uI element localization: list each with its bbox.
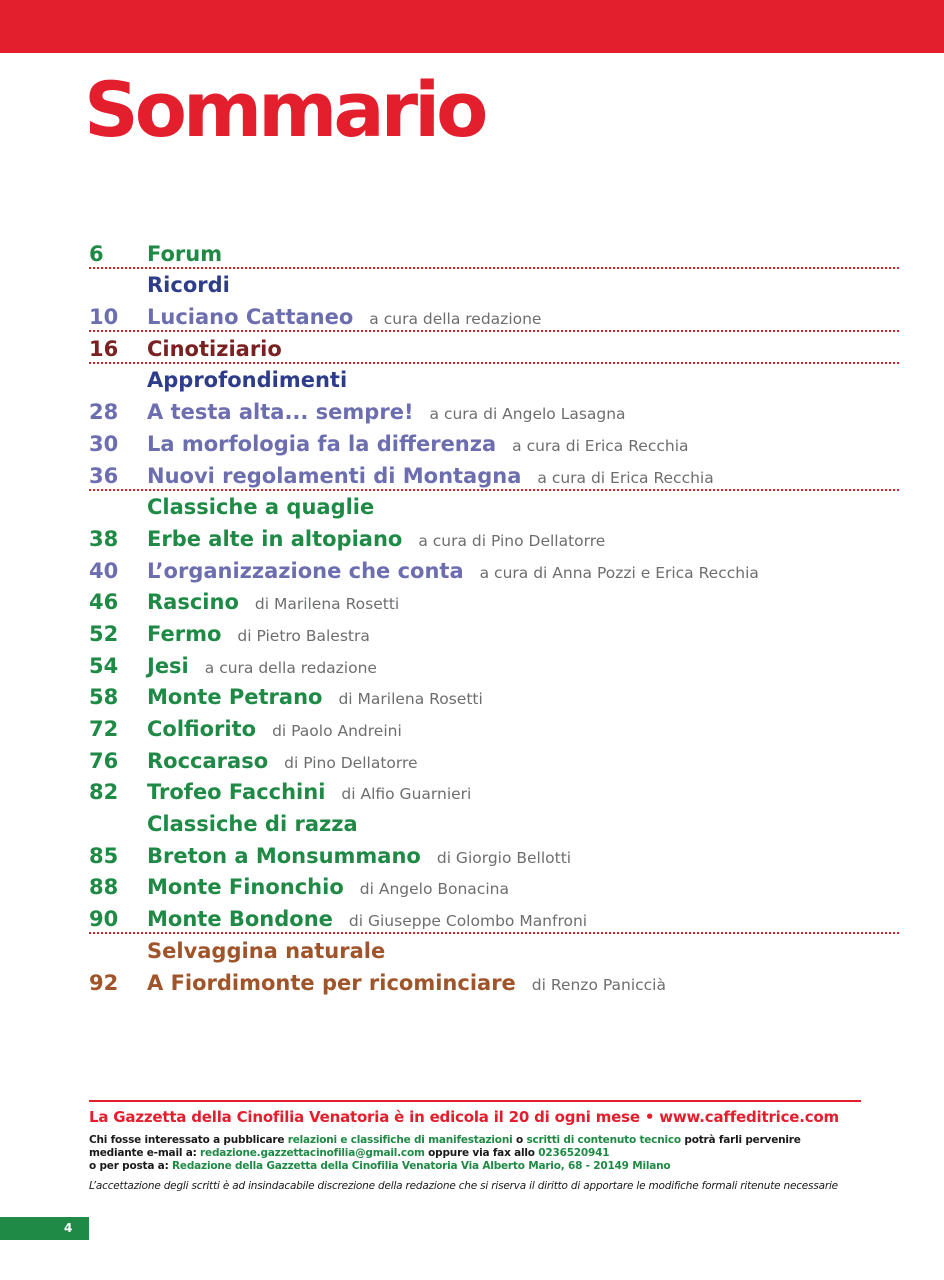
submission-info — [89, 1134, 861, 1173]
toc-title: Monte Bondone — [147, 907, 333, 932]
email-address: redazione.gazzettacinofilia@gmail.com — [200, 1147, 425, 1159]
toc-title: Trofeo Facchini — [147, 780, 326, 805]
toc-page-number: 85 — [89, 843, 119, 868]
toc-title: Erbe alte in altopiano — [147, 526, 403, 551]
toc-page-number: 40 — [89, 558, 119, 583]
toc-page-number: 76 — [89, 748, 119, 773]
toc-author: di Marilena Rosetti — [254, 595, 400, 614]
toc-title: Classiche di razza — [147, 812, 358, 837]
toc-title: Colfiorito — [147, 717, 257, 741]
toc-page-number: 36 — [89, 463, 119, 488]
toc-author: di Angelo Bonacina — [359, 880, 509, 899]
toc-author: di Marilena Rosetti — [338, 690, 483, 709]
toc-text — [147, 370, 347, 391]
toc-text — [147, 275, 230, 296]
toc-page-number: 58 — [89, 685, 119, 710]
toc-title: Classiche a quaglie — [147, 495, 375, 520]
toc-page-number: 92 — [89, 970, 119, 995]
toc-author: a cura di Erica Recchia — [537, 468, 714, 487]
toc-entry — [89, 299, 899, 331]
toc-author: di Alfio Guarnieri — [341, 785, 472, 804]
toc-title: Nuovi regolamenti di Montagna — [147, 463, 522, 488]
toc-page-number: 38 — [89, 526, 119, 551]
toc-title: A Fiordimonte per ricominciare — [147, 970, 516, 995]
toc-section-heading — [89, 363, 899, 395]
toc-title: Ricordi — [147, 273, 230, 298]
toc-text — [147, 877, 509, 898]
toc-text — [147, 402, 626, 423]
toc-title: Approfondimenti — [147, 368, 348, 393]
toc-entry — [89, 394, 899, 426]
toc-author: a cura della redazione — [204, 658, 377, 677]
toc-page-number: 10 — [89, 305, 119, 330]
toc-entry — [89, 965, 899, 997]
toc-page-number: 28 — [89, 400, 119, 425]
toc-entry — [89, 426, 899, 458]
info-highlight: scritti di contenuto tecnico — [526, 1134, 681, 1146]
toc-page-number: 88 — [89, 875, 119, 900]
info-text: o — [512, 1134, 527, 1146]
page-number-box — [0, 1217, 89, 1240]
toc-text — [147, 719, 402, 740]
footer-rule — [89, 1100, 861, 1102]
toc-page-number: 72 — [89, 717, 119, 741]
toc-page-number: 16 — [89, 336, 119, 361]
toc-text — [147, 241, 223, 266]
toc-title: Monte Finonchio — [147, 875, 344, 900]
toc-section-heading — [89, 933, 899, 965]
toc-entry — [89, 585, 899, 617]
toc-text — [147, 526, 606, 551]
toc-text — [147, 336, 282, 361]
footer-headline: La Gazzetta della Cinofilia Venatoria è in edicola il 20 di ogni mese • www.caffeditrice.com — [89, 1108, 839, 1126]
toc-page-number: 46 — [89, 590, 119, 615]
toc-entry — [89, 458, 899, 490]
toc-text — [147, 558, 759, 583]
toc-author: di Pietro Balestra — [237, 626, 370, 645]
toc-page-number: 30 — [89, 431, 119, 456]
fax-number: 0236520941 — [538, 1147, 610, 1159]
toc-author: di Giuseppe Colombo Manfroni — [348, 912, 588, 931]
toc-author: a cura di Pino Dellatorre — [418, 531, 606, 550]
toc-title: Breton a Monsummano — [147, 843, 421, 868]
toc-title: Jesi — [147, 653, 189, 678]
toc-author: di Paolo Andreini — [272, 722, 402, 740]
toc-section-heading — [89, 490, 899, 522]
toc-author: a cura della redazione — [369, 310, 542, 329]
toc-page-number: 6 — [89, 241, 104, 266]
toc-text — [147, 843, 572, 868]
table-of-contents — [89, 236, 899, 997]
page-number: 4 — [64, 1221, 73, 1235]
toc-entry — [89, 711, 899, 743]
toc-text — [147, 497, 374, 518]
toc-page-number: 52 — [89, 621, 119, 646]
toc-entry — [89, 901, 899, 933]
toc-text — [147, 592, 399, 613]
postal-address: Redazione della Gazzetta della Cinofilia Venatoria Via Alberto Mario, 68 - 20149 Milano — [172, 1160, 671, 1172]
toc-author: a cura di Anna Pozzi e Erica Recchia — [479, 563, 759, 582]
toc-entry — [89, 236, 899, 268]
toc-title: Cinotiziario — [147, 336, 282, 361]
toc-author: di Pino Dellatorre — [284, 753, 418, 772]
footer — [89, 1100, 861, 1192]
toc-title: Forum — [147, 241, 223, 266]
toc-text — [147, 621, 370, 646]
toc-title: Roccaraso — [147, 748, 269, 773]
toc-entry — [89, 553, 899, 585]
toc-text — [147, 653, 377, 678]
toc-section-heading — [89, 268, 899, 300]
info-text: Chi fosse interessato a pubblicare — [89, 1134, 288, 1146]
toc-text — [147, 687, 483, 708]
top-color-bar — [0, 0, 944, 53]
toc-page-number: 90 — [89, 907, 119, 932]
toc-title: Monte Petrano — [147, 685, 323, 710]
toc-title: L’organizzazione che conta — [147, 558, 464, 583]
toc-author: a cura di Erica Recchia — [512, 436, 689, 455]
toc-title: Luciano Cattaneo — [147, 305, 354, 330]
info-text: o per posta a: — [89, 1160, 173, 1172]
toc-entry — [89, 775, 899, 807]
toc-author: a cura di Angelo Lasagna — [429, 405, 626, 424]
toc-entry — [89, 838, 899, 870]
submission-line-1 — [89, 1134, 861, 1147]
toc-title: Rascino — [147, 590, 239, 615]
disclaimer-note: L’accettazione degli scritti è ad insindacabile discrezione della redazione che si riserva il diritto di apportare le modifiche formali ritenute necessarie — [89, 1180, 838, 1192]
toc-text — [147, 463, 714, 488]
toc-title: Fermo — [147, 621, 222, 646]
toc-entry — [89, 743, 899, 775]
toc-entry — [89, 521, 899, 553]
info-highlight: relazioni e classifiche di manifestazioni — [287, 1134, 513, 1146]
toc-text — [147, 748, 418, 773]
toc-entry — [89, 680, 899, 712]
toc-title: Selvaggina naturale — [147, 938, 386, 963]
toc-page-number: 82 — [89, 780, 119, 805]
toc-entry — [89, 331, 899, 363]
toc-page-number: 54 — [89, 653, 119, 678]
info-text: mediante e-mail a: — [89, 1147, 201, 1159]
toc-author: di Giorgio Bellotti — [436, 848, 572, 867]
toc-entry — [89, 648, 899, 680]
info-text: potrà farli pervenire — [680, 1134, 801, 1146]
toc-entry — [89, 616, 899, 648]
toc-text — [147, 938, 386, 963]
toc-text — [147, 307, 541, 328]
toc-text — [147, 814, 358, 835]
page-title: Sommario — [84, 65, 485, 154]
toc-text — [147, 909, 587, 930]
toc-author: di Renzo Paniccià — [531, 975, 666, 994]
toc-title: La morfologia fa la differenza — [147, 431, 497, 456]
submission-line-3 — [89, 1160, 861, 1173]
info-text: oppure via fax allo — [424, 1147, 539, 1159]
toc-text — [147, 970, 666, 995]
toc-title: A testa alta... sempre! — [147, 400, 414, 425]
toc-text — [147, 782, 471, 803]
toc-entry — [89, 870, 899, 902]
submission-line-2 — [89, 1147, 861, 1160]
toc-section-heading — [89, 806, 899, 838]
toc-text — [147, 431, 689, 456]
